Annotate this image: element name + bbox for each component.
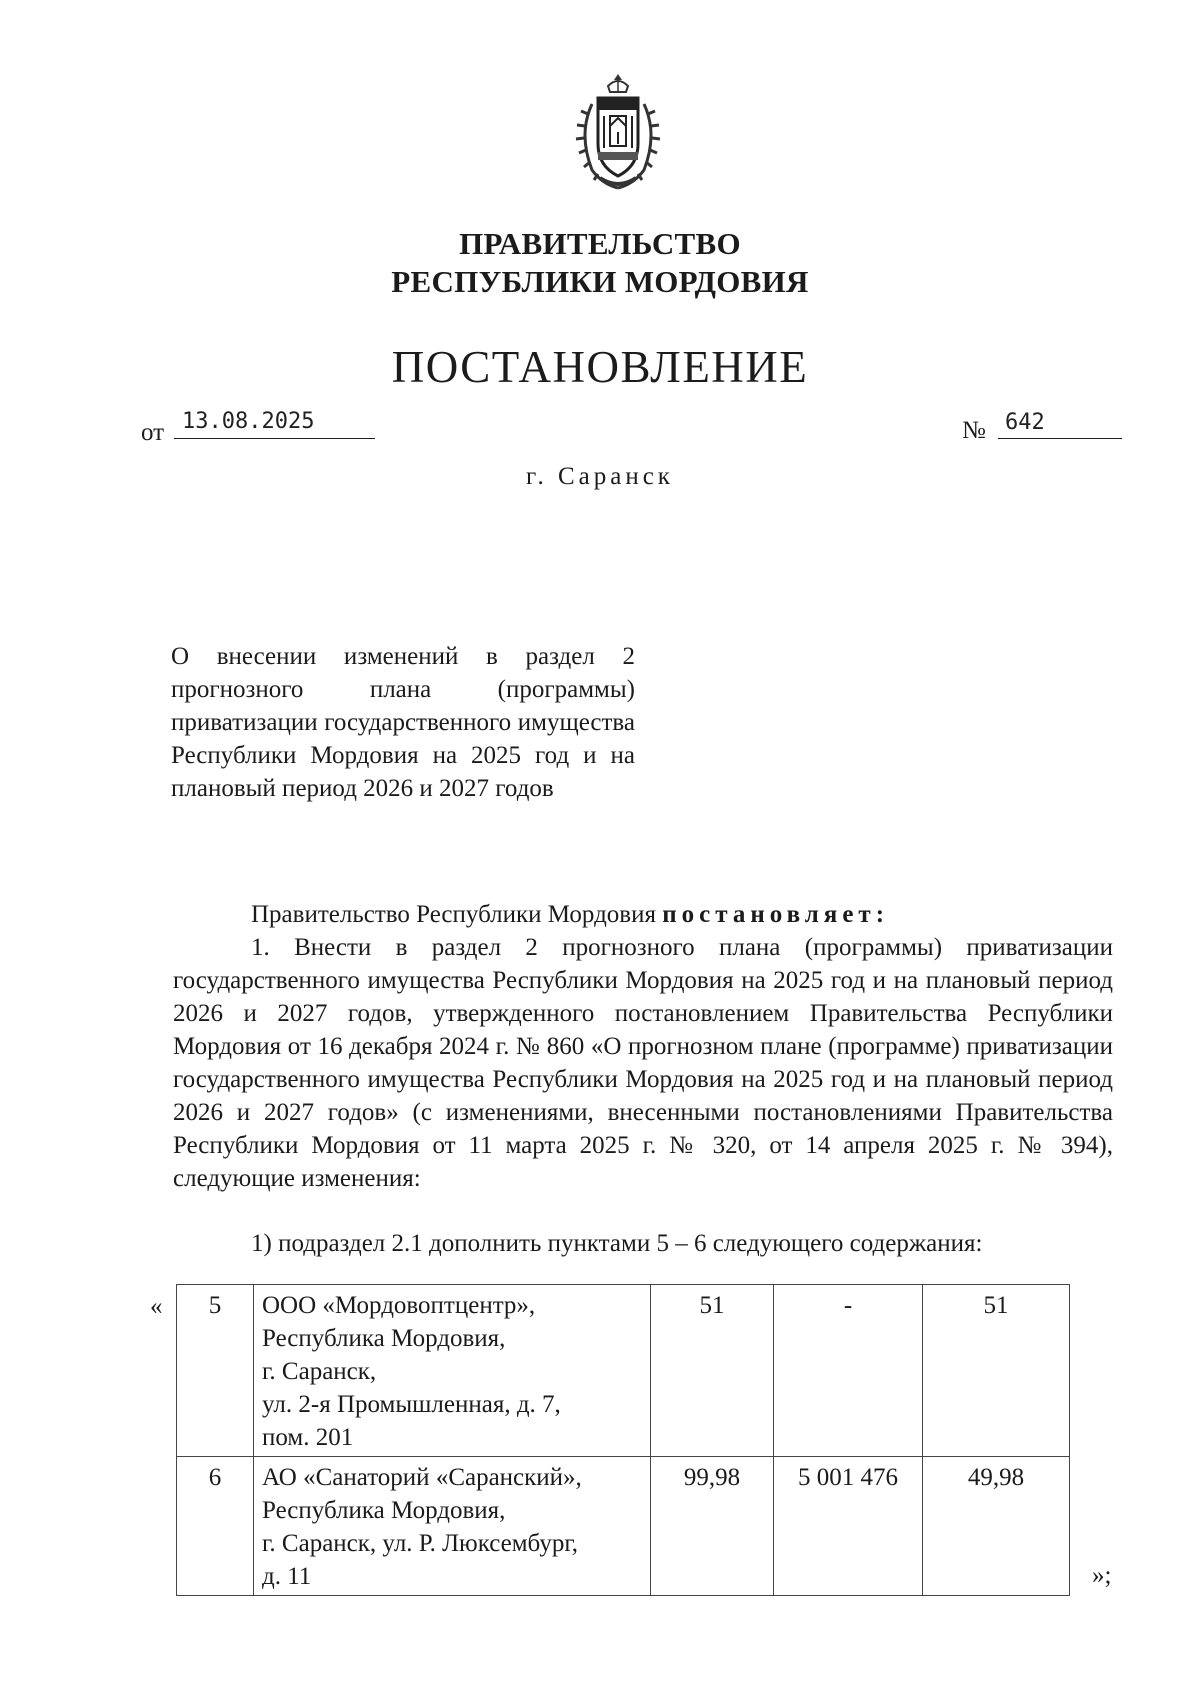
table-row: [177, 1285, 1070, 1457]
number-underline: [998, 438, 1122, 439]
row-number: 6: [177, 1457, 254, 1596]
value-cell-3: 49,98: [923, 1457, 1070, 1596]
date-underline: [174, 438, 375, 439]
intro-verb: постановляет:: [662, 901, 890, 928]
table-row: [177, 1457, 1070, 1596]
table-open-quote: «: [150, 1293, 163, 1320]
number-prefix: №: [962, 417, 986, 444]
org-name-line2: РЕСПУБЛИКИ МОРДОВИЯ: [391, 264, 809, 299]
object-name-cell: [254, 1457, 651, 1596]
date-prefix: от: [141, 419, 165, 446]
row-number: 5: [177, 1285, 254, 1457]
document-type-title: ПОСТАНОВЛЕНИЕ: [391, 342, 809, 392]
name-line: АО «Санаторий «Саранский»,: [262, 1464, 582, 1491]
name-line: ул. 2-я Промышленная, д. 7,: [262, 1391, 561, 1418]
object-name-cell: [254, 1285, 651, 1457]
document-date: 13.08.2025: [182, 409, 315, 434]
document-number: 642: [1005, 410, 1045, 435]
name-line: г. Саранск, ул. Р. Люксембург,: [262, 1530, 579, 1557]
name-line: Республика Мордовия,: [262, 1325, 506, 1352]
city-name: г. Саранск: [526, 463, 674, 490]
name-line: пом. 201: [262, 1424, 354, 1451]
paragraph-1: 1. Внести в раздел 2 прогнозного плана (программы) приватизации государственного имущества Республики Мордовия на 2025 год и на плановый период 2026 и 2027 годов, утвержденного постановлением Правительства Республики Мордовия от 16 декабря 2024 г. № 860 «О прогнозном плане (программе) приватизации государственного имущества Республики Мордовия на 2025 год и на плановый период 2026 и 2027 годов» (с изменениями, внесенными постановлениями Правительства Республики Мордовия от 11 марта 2025 г. № 320, от 14 апреля 2025 г. № 394), следующие изменения:: [173, 934, 1113, 1192]
value-cell-2: -: [774, 1285, 923, 1457]
document-subject: О внесении изменений в раздел 2 прогнозного плана (программы) приватизации государственного имущества Республики Мордовия на 2025 год и на плановый период 2026 и 2027 годов: [171, 643, 635, 802]
org-name-line1: ПРАВИТЕЛЬСТВО: [459, 226, 741, 261]
subparagraph-1: 1) подраздел 2.1 дополнить пунктами 5 – 6 следующего содержания:: [251, 1230, 983, 1257]
value-cell-1: 99,98: [651, 1457, 774, 1596]
privatization-table: [176, 1284, 1070, 1596]
name-line: д. 11: [262, 1563, 312, 1590]
intro-lead: Правительство Республики Мордовия: [251, 901, 663, 928]
name-line: г. Саранск,: [262, 1358, 377, 1385]
name-line: ООО «Мордовоптцентр»,: [262, 1292, 536, 1319]
intro-paragraph: [173, 898, 1113, 931]
table-close-quote: »;: [1092, 1562, 1112, 1589]
coat-of-arms-emblem: [570, 74, 666, 194]
name-line: Республика Мордовия,: [262, 1497, 506, 1524]
value-cell-3: 51: [923, 1285, 1070, 1457]
value-cell-1: 51: [651, 1285, 774, 1457]
value-cell-2: 5 001 476: [774, 1457, 923, 1596]
